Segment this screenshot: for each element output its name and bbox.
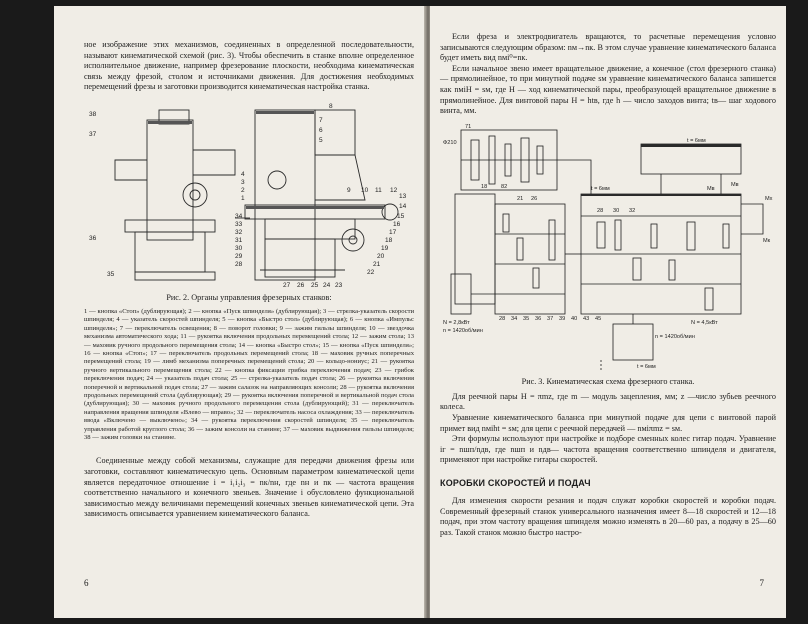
svg-text:12: 12 — [390, 186, 398, 194]
right-page — [430, 6, 786, 618]
svg-text:1: 1 — [241, 194, 245, 202]
svg-text:19: 19 — [381, 244, 389, 252]
svg-text:27: 27 — [283, 281, 291, 289]
svg-text:36: 36 — [535, 315, 542, 322]
svg-text:28: 28 — [235, 260, 243, 268]
svg-text:Мк: Мк — [763, 237, 771, 244]
svg-text:39: 39 — [559, 315, 566, 322]
svg-text:35: 35 — [107, 270, 115, 278]
svg-text:17: 17 — [389, 228, 397, 236]
svg-text:18: 18 — [481, 183, 488, 190]
svg-text:t = 6мм: t = 6мм — [687, 137, 706, 144]
svg-text:Мв: Мв — [707, 185, 715, 192]
right-paragraph-4: Для изменения скорости резания и подач служат коробки скоростей и коробки подач. Современный фрезерный станок универсального назначения имеет 8—18 скоростей и 12—18 подач, при этом частоту вращения шпинделя можно изменять в 20—60 раз, а подачу в 25—60 раз. Такой станок можно быстро настро- — [440, 495, 776, 537]
svg-text:37: 37 — [547, 315, 554, 322]
right-paragraph-2: Уравнение кинематического баланса при минутной подаче для цепи с винтовой парой примет вид nмiht = sм; для цепи с реечной передачей — nмiπmz = sм. — [440, 412, 776, 433]
machine-controls-figure — [84, 99, 414, 289]
page-number-right: 7 — [759, 578, 764, 588]
svg-text:24: 24 — [323, 281, 331, 289]
right-intro-paragraph-2: Если начальное звено имеет вращательное движение, а конечное (стол фрезерного станка) — прямолинейное, то при минутной подаче sм уравнение кинематического баланса запишется как nмiH = sм, где H — ход кинематической пары, преобразующей вращательное движение в прямолинейное. Для винтовой пары H = htв, где h — число заходов винта; tв— шаг ходового винта, мм. — [440, 63, 776, 116]
svg-text:6: 6 — [319, 126, 323, 134]
svg-text:26: 26 — [531, 195, 538, 202]
svg-text:36: 36 — [89, 234, 97, 242]
svg-text:4: 4 — [241, 170, 245, 178]
svg-text:15: 15 — [397, 212, 405, 220]
svg-text:31: 31 — [235, 236, 243, 244]
svg-text:45: 45 — [595, 315, 602, 322]
kinematic-scheme-drawing — [441, 124, 777, 374]
svg-text:9: 9 — [347, 186, 351, 194]
svg-text:t = 6мм: t = 6мм — [637, 363, 656, 370]
svg-text:34: 34 — [235, 212, 243, 220]
svg-text:14: 14 — [399, 202, 407, 210]
svg-text:30: 30 — [613, 207, 620, 214]
figure-2-caption: Рис. 2. Органы управления фрезерных станков: — [166, 292, 332, 302]
svg-text:Ф210: Ф210 — [443, 139, 457, 146]
svg-text:t = 6мм: t = 6мм — [591, 185, 610, 192]
svg-text:23: 23 — [335, 281, 343, 289]
left-page — [54, 6, 426, 618]
svg-text:N = 4,5кВт: N = 4,5кВт — [691, 319, 718, 326]
svg-text:29: 29 — [235, 252, 243, 260]
svg-text:82: 82 — [501, 183, 508, 190]
svg-text:N = 2,8кВт: N = 2,8кВт — [443, 319, 470, 326]
svg-text:3: 3 — [241, 178, 245, 186]
svg-text:5: 5 — [319, 136, 323, 144]
kinematic-scheme-figure — [440, 123, 776, 373]
right-paragraph-1: Для реечной пары H = πmz, где m — модуль зацепления, мм; z —число зубьев реечного колеса. — [440, 391, 776, 412]
svg-text:43: 43 — [583, 315, 590, 322]
figure-2-legend: 1 — кнопка «Стоп» (дублирующая); 2 — кнопка «Пуск шпинделя» (дублирующая); 3 — стрелка-указатель скорости шпинделя; 4 — указатель скоростей шпинделя; 5 — кнопка «Быстро стол» (дублирующая); 6 — кнопка «Импульс шпинделя»; 7 — переключатель освещения; 8 — поворот головки; 9 — зажим гильзы шпинделя; 10 — звездочка механизма автоматического хода; 11 — рукоятка включения продольных перемещений стола; 12 — зажим стола; 13 — маховик ручного продольного перемещения стола; 14 — кнопка «Быстро стол»; 15 — кнопка «Пуск шпинделя»; 16 — кнопка «Стоп»; 17 — переключатель продольных перемещений стола; 18 — маховик ручных поперечных перемещений стола; 19 — лимб механизма поперечных перемещений стола; 20 — кольцо-нониус; 21 — рукоятка ручного вертикального перемещения стола; 22 — кнопка фиксации грибка переключения подач; 23 — грибок переключения подач; 24 — указатель подач стола; 25 — стрелка-указатель подач стола; 26 — рукоятка включения поперечной и вертикальной подач стола; 27 — зажим салазок на направляющих консоли; 28 — рукоятка включения продольных перемещений стола (дублирующая); 29 — рукоятка включения поперечной и вертикальной подач стола (дублирующая); 30 — маховик ручного продольного перемещения стола (дублирующий); 31 — переключатель направления вращения шпинделя «Влево — вправо»; 32 — переключатель насоса охлаждения; 33 — переключатель ввода «Включено — выключено»; 34 — рукоятка переключения скоростей шпинделя; 35 — переключатель управления работой круглого стола; 36 — зажим консоли на станине; 37 — маховик выдвижения гильзы шпинделя; 38 — зажим головки на станине. — [84, 307, 414, 442]
svg-text:32: 32 — [235, 228, 243, 236]
svg-text:25: 25 — [311, 281, 319, 289]
section-heading: КОРОБКИ СКОРОСТЕЙ И ПОДАЧ — [440, 477, 591, 488]
svg-text:33: 33 — [235, 220, 243, 228]
svg-text:7: 7 — [319, 116, 323, 124]
svg-text:40: 40 — [571, 315, 578, 322]
svg-text:20: 20 — [377, 252, 385, 260]
svg-text:35: 35 — [523, 315, 530, 322]
svg-text:37: 37 — [89, 130, 97, 138]
svg-text:n = 1420об/мин: n = 1420об/мин — [443, 327, 483, 334]
svg-text:10: 10 — [361, 186, 369, 194]
page-number-left: 6 — [84, 578, 89, 588]
svg-text:28: 28 — [499, 315, 506, 322]
svg-text:Мх: Мх — [765, 195, 773, 202]
svg-text:13: 13 — [399, 192, 407, 200]
svg-text:2: 2 — [241, 186, 245, 194]
right-intro-paragraph-1: Если фреза и электродвигатель вращаются, то расчетные перемещения условно записываются следующим образом: nм→nк. В этом случае уравнение кинематического баланса будет иметь вид nмi⁰=nк. — [440, 32, 776, 63]
svg-text:30: 30 — [235, 244, 243, 252]
svg-text:16: 16 — [393, 220, 401, 228]
milling-machine-drawing — [85, 100, 415, 290]
right-paragraph-3: Эти формулы используют при настройке и подборе сменных колес гитар подач. Уравнение iг = nшп/nдв, где nшп и nдв— частота вращения соответственно шпинделя и двигателя, применяют при настройке гитары скоростей. — [440, 434, 776, 465]
svg-text:18: 18 — [385, 236, 393, 244]
svg-text:32: 32 — [629, 207, 636, 214]
svg-text:28: 28 — [597, 207, 604, 214]
svg-text:26: 26 — [297, 281, 305, 289]
svg-text:71: 71 — [465, 123, 472, 130]
svg-text:34: 34 — [511, 315, 518, 322]
svg-text:21: 21 — [373, 260, 381, 268]
left-intro-paragraph: ное изображение этих механизмов, соединенных в определенной последовательности, называют кинематической схемой (рис. 3). Чтобы обеспечить в станке вполне определенное исполнительное движение, например фрезерование плоскости, необходима кинематическая связь между фрезой, столом и источниками движения. Для достижения необходимых перемещений фрезы и заготовки производится кинематическая настройка станка. — [84, 40, 414, 92]
svg-text:n = 1420об/мин: n = 1420об/мин — [655, 333, 695, 340]
svg-text:11: 11 — [375, 186, 382, 194]
left-body-paragraph: Соединенные между собой механизмы, служащие для передачи движения фрезы или заготовки, составляют кинематическую цепь. Основным параметром кинематической цепи является передаточное отношение i = i₁i₂i₃ = nк/nн, где nн и nк — частота вращения соответственно начального и конечного звеньев. Значение i обусловлено функциональной зависимостью между величинами перемещений конечных звеньев кинематической цепи. Эта зависимость описывается уравнением кинематического баланса. — [84, 456, 414, 519]
svg-text:38: 38 — [89, 110, 97, 118]
figure-3-caption: Рис. 3. Кинематическая схема фрезерного станка. — [521, 376, 695, 386]
svg-text:8: 8 — [329, 102, 333, 110]
svg-text:Мв: Мв — [731, 181, 739, 188]
svg-text:21: 21 — [517, 195, 524, 202]
svg-text:22: 22 — [367, 268, 375, 276]
